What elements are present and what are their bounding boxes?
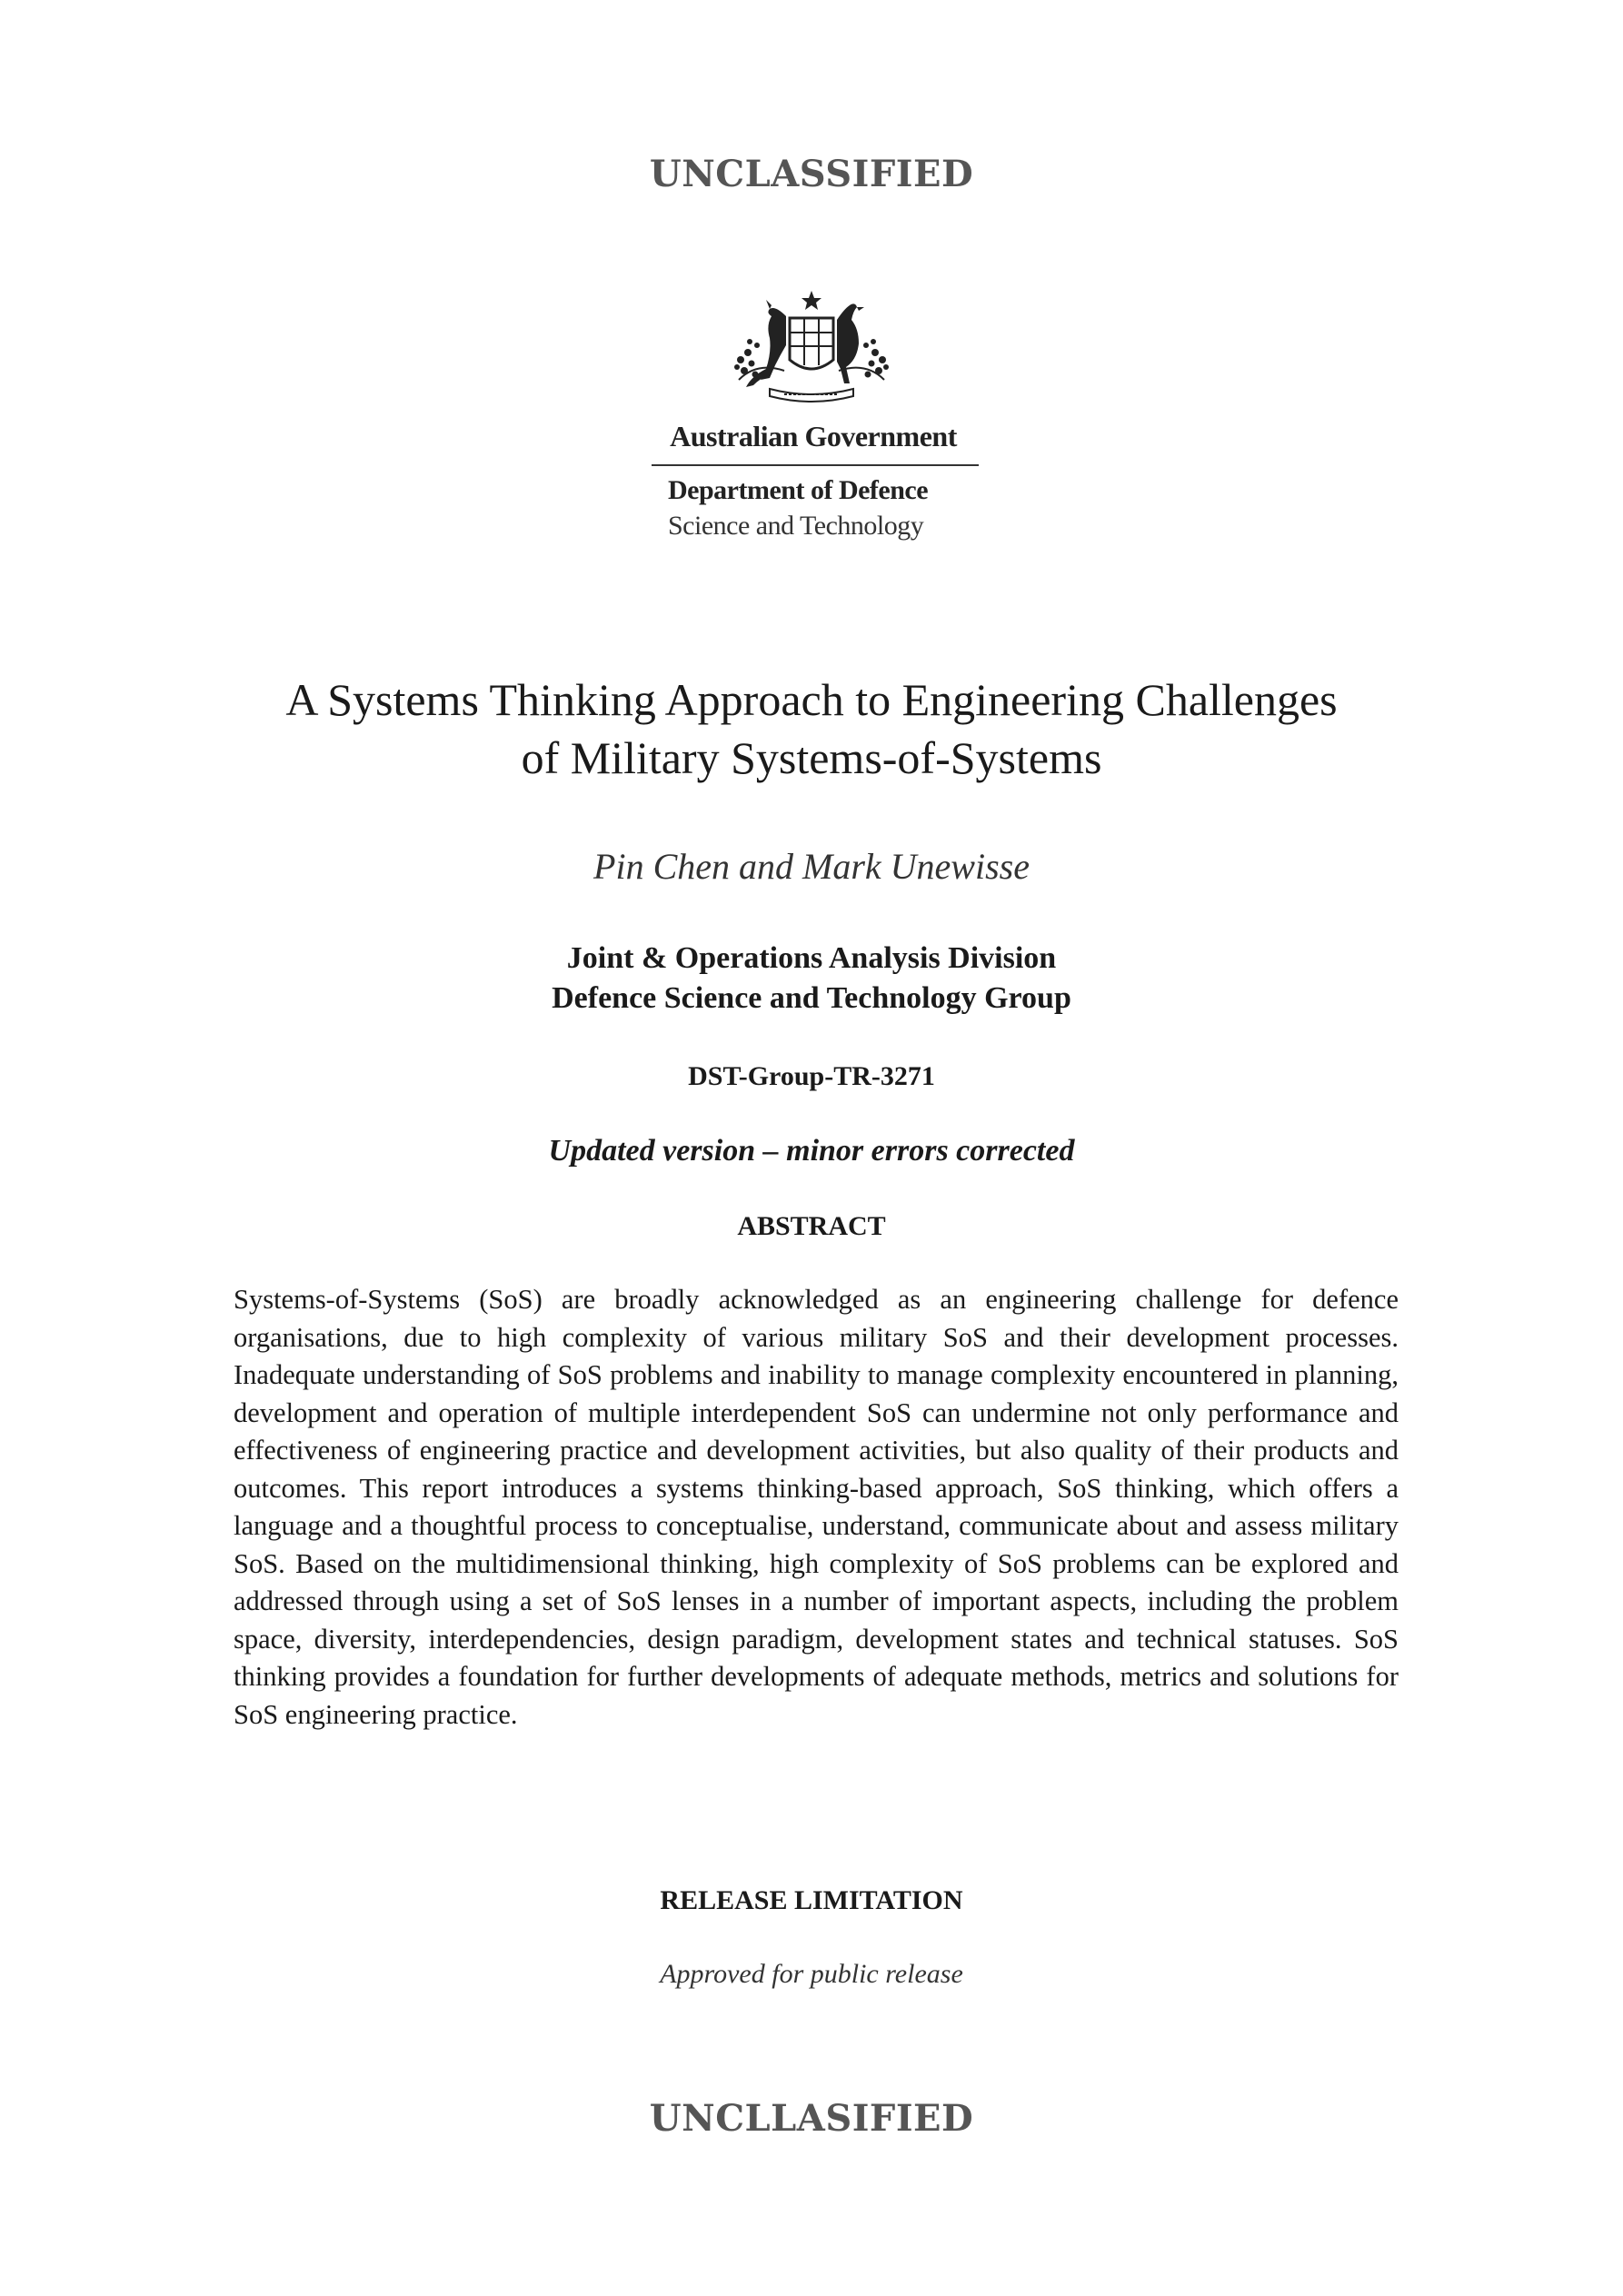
- abstract-text: Systems-of-Systems (SoS) are broadly acknowledged as an engineering challenge for defence organisations, due to high complexity of various military SoS and their development processes. Inadequate understanding of SoS problems and inability to manage complexity encountered in planning, development and operation of multiple interdependent SoS can undermine not only performance and effectiveness of engineering practice and development activities, but also quality of their products and outcomes. This report introduces a systems thinking-based approach, SoS thinking, which offers a language and a thoughtful process to conceptualise, understand, communicate about and assess military SoS. Based on the multidimensional thinking, high complexity of SoS problems can be explored and addressed through using a set of SoS lenses in a number of important aspects, including the problem space, diversity, interdependencies, design paradigm, development states and technical statuses. SoS thinking provides a foundation for further developments of adequate methods, metrics and solutions for SoS engineering practice.: [234, 1284, 1399, 1730]
- agency-divider: [652, 464, 979, 466]
- abstract-heading: ABSTRACT: [737, 1211, 886, 1241]
- department-name: Department of Defence: [668, 475, 929, 505]
- government-name: Australian Government: [670, 420, 957, 452]
- classification-footer: UNCLLASIFIED: [649, 2097, 974, 2140]
- report-title-line-1: A Systems Thinking Approach to Engineering Challenges: [285, 674, 1338, 725]
- coat-of-arms-icon: [730, 289, 893, 407]
- report-title: [0, 671, 1623, 787]
- group-name: Defence Science and Technology Group: [552, 981, 1071, 1015]
- report-title-line-2: of Military Systems-of-Systems: [521, 732, 1102, 783]
- classification-header: UNCLASSIFIED: [649, 153, 974, 195]
- release-limitation-text: Approved for public release: [660, 1959, 963, 1989]
- report-authors: Pin Chen and Mark Unewisse: [593, 846, 1030, 887]
- version-note: Updated version – minor errors corrected: [548, 1134, 1075, 1168]
- author-affiliation: [0, 939, 1623, 1019]
- release-limitation-heading: RELEASE LIMITATION: [660, 1885, 963, 1915]
- department-branch: Science and Technology: [668, 511, 924, 541]
- report-number: DST-Group-TR-3271: [688, 1061, 935, 1091]
- division-name: Joint & Operations Analysis Division: [566, 941, 1057, 975]
